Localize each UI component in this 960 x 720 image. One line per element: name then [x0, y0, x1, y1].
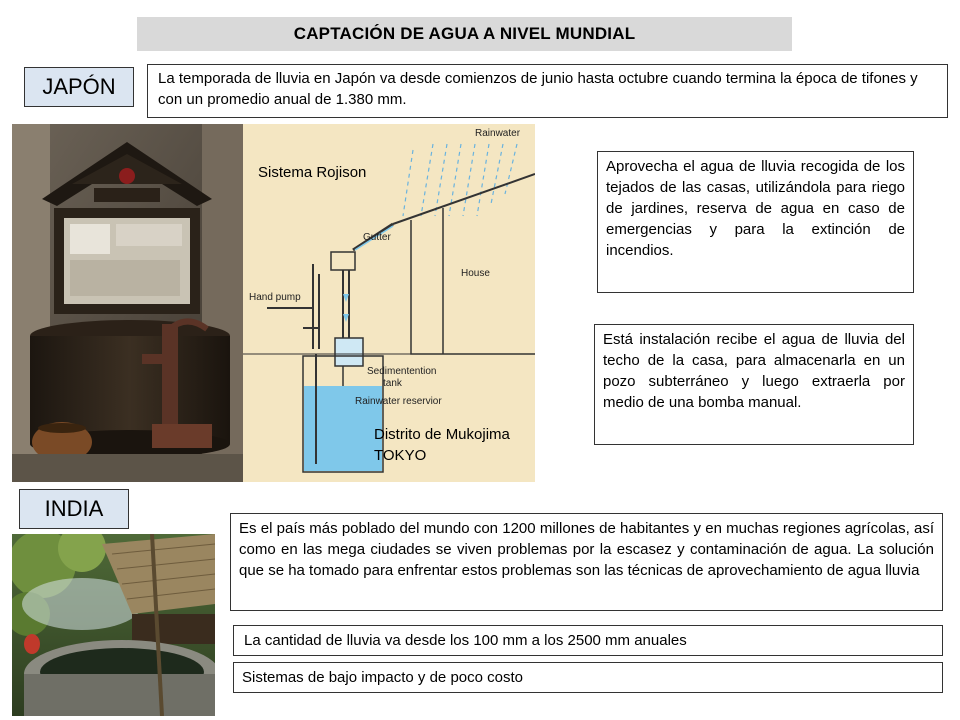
- slide-title: [137, 17, 792, 51]
- system-name-label: Sistema Rojison: [258, 164, 367, 181]
- diagram-label-reservoir: Rainwater reservior: [355, 396, 442, 407]
- japan-installation-text: Está instalación recibe el agua de lluvia del techo de la casa, para almacenarla en un pozo subterráneo y luego extraerla por medio de una bomba manual.: [603, 331, 905, 411]
- india-systems-box: [233, 662, 943, 693]
- country-label-japan-text: JAPÓN: [42, 74, 116, 99]
- location-label-line1: Distrito de Mukojima: [374, 426, 510, 443]
- diagram-label-gutter: Gutter: [363, 232, 391, 243]
- japan-installation-box: [594, 324, 914, 445]
- india-rainfall-text: La cantidad de lluvia va desde los 100 mm a los 2500 mm anuales: [244, 632, 687, 649]
- india-rainfall-box: [233, 625, 943, 656]
- japan-intro-box: [147, 64, 948, 118]
- diagram-label-rainwater: Rainwater: [475, 128, 521, 139]
- slide-title-text: CAPTACIÓN DE AGUA A NIVEL MUNDIAL: [293, 24, 636, 43]
- country-label-india-text: INDIA: [44, 496, 104, 521]
- japan-usage-text: Aprovecha el agua de lluvia recogida de los tejados de las casas, utilizándola para riego de jardines, reserva de agua en caso de emergencias y para la extinción de incendios.: [606, 158, 905, 259]
- location-label: [374, 424, 574, 466]
- japan-usage-box: [597, 151, 914, 293]
- diagram-label-hand-pump: Hand pump: [249, 292, 301, 303]
- japan-rojison-photo: [12, 124, 243, 482]
- india-description-text: Es el país más poblado del mundo con 1200 millones de habitantes y en muchas regiones agrícolas, así como en las mega ciudades se viven problemas por la escasez y contaminación de agua. La solución que se ha tomado para enfrentar estos problemas son las técnicas de aprovechamiento de agua lluvia: [239, 520, 934, 579]
- india-well-photo: [12, 534, 215, 716]
- japan-intro-text: La temporada de lluvia en Japón va desde comienzos de junio hasta octubre cuando termina la época de tifones y con un promedio anual de 1.380 mm.: [158, 70, 918, 108]
- country-label-india: [19, 489, 129, 529]
- india-systems-text: Sistemas de bajo impacto y de poco costo: [242, 669, 523, 686]
- location-label-line2: TOKYO: [374, 447, 427, 464]
- diagram-label-house: House: [461, 268, 490, 279]
- diagram-label-tank: tank: [383, 378, 402, 389]
- country-label-japan: [24, 67, 134, 107]
- diagram-label-sedimentation: Sedimentention: [367, 366, 437, 377]
- india-description-box: [230, 513, 943, 611]
